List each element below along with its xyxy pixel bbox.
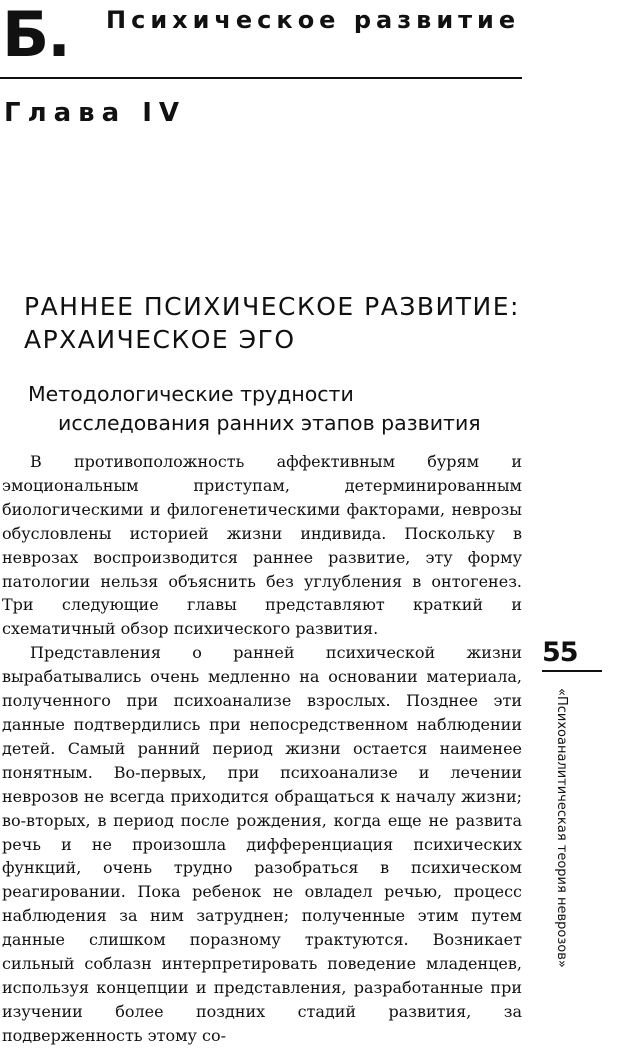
side-rule	[542, 670, 602, 672]
paragraph-1: В противоположность аффективным бурям и эмоциональным приступам, детерминированным биологическими и филогенетическими факторами, неврозы обусловлены историей жизни индивида. Поскольку в неврозах воспроизводится раннее развитие, эту форму патологии нельзя объяснить без углубления в онтогенез. Три следующие главы представляют краткий и схематичный обзор психического развития.	[2, 452, 522, 639]
body-text	[2, 450, 522, 1048]
section-title	[28, 380, 518, 438]
top-rule	[0, 77, 522, 79]
chapter-label: Глава IV	[4, 98, 187, 128]
part-letter: Б.	[2, 0, 69, 71]
paragraph-2: Представления о ранней психической жизни вырабатывались очень медленно на основании материала, полученного при психоанализе взрослых. Позднее эти данные подтвердились при непосредственном наблюдении детей. Самый ранний период жизни остается наименее понятным. Во-первых, при психоанализе и лечении неврозов не всегда приходится обращаться к началу жизни; во-вторых, в период после рождения, когда еще не развита речь и не произошла дифференциация психических функций, очень трудно разобраться в психическом реагировании. Пока ребенок не овладел речью, процесс наблюдения за ним затруднен; полученные этим путем данные слишком поразному трактуются. Возникает сильный соблазн интерпретировать поведение младенцев, используя концепции и представления, разработанные при изучении более поздних стадий развития, за подверженность этому со-	[2, 643, 522, 1045]
section-title-line-1: Методологические трудности	[28, 382, 354, 406]
part-title: Психическое развитие	[106, 6, 521, 34]
section-title-line-2: исследования ранних этапов развития	[58, 411, 481, 435]
chapter-title: РАННЕЕ ПСИХИЧЕСКОЕ РАЗВИТИЕ: АРХАИЧЕСКОЕ ЭГО	[24, 292, 520, 354]
running-title: «Психоаналитическая теория неврозов»	[554, 688, 569, 968]
page-number: 55	[542, 637, 578, 668]
